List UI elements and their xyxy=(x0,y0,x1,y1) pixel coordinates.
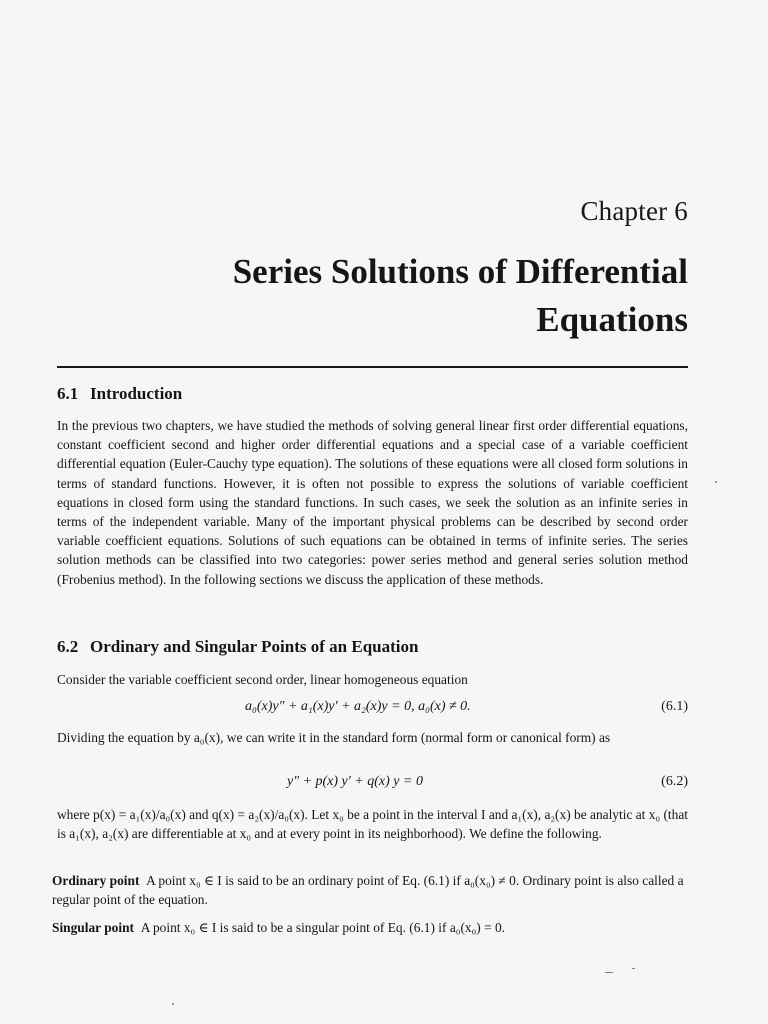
scan-speck xyxy=(172,1003,174,1005)
definitions-paragraph: where p(x) = a₁(x)/a₀(x) and q(x) = a₂(x)/a₀(x). Let x₀ be a point in the interval I and a₁(x), a₂(x) be analytic at x₀ (that is a₁(x), a₂(x) are differentiable at x₀ and at every point in its neighborhood). We define the following. xyxy=(57,807,688,842)
section-title: Ordinary and Singular Points of an Equation xyxy=(90,637,419,656)
chapter-label: Chapter 6 xyxy=(580,196,688,226)
section-title: Introduction xyxy=(90,384,183,403)
term-singular-point: Singular point xyxy=(52,920,134,935)
section-number: 6.1 xyxy=(57,384,79,403)
section-number: 6.2 xyxy=(57,637,79,656)
equation-body: a₀(x)y″ + a₁(x)y′ + a₂(x)y = 0, a₀(x) ≠ 0. xyxy=(245,699,471,714)
section-heading-introduction xyxy=(57,384,182,404)
introduction-paragraph: In the previous two chapters, we have studied the methods of solving general linear first order differential equations, constant coefficient second and higher order differential equations and a special case of a variable coefficient differential equation (Euler-Cauchy type equation). The solutions of these equations were all closed form solutions in terms of standard functions. However, it is often not possible to express the solutions of variable coefficient equations in closed form using the standard functions. In such cases, we seek the solution as an infinite series in terms of the independent variable. Many of the important physical problems can be described by second order variable coefficient equations. Solutions of such equations can be obtained in terms of infinite series. The series solution methods can be classified into two categories: power series method and general series solution method (Frobenius method). In the following sections we discuss the application of these methods. xyxy=(57,418,688,587)
singular-point-definition xyxy=(52,918,688,937)
scan-speck xyxy=(605,972,613,973)
standard-form-paragraph: Dividing the equation by a₀(x), we can write it in the standard form (normal form or canonical form) as xyxy=(57,730,611,745)
equation-label: (6.1) xyxy=(661,699,688,714)
equation-label: (6.2) xyxy=(661,774,688,789)
scan-speck xyxy=(632,968,635,969)
section-intro-paragraph: Consider the variable coefficient second order, linear homogeneous equation xyxy=(57,672,468,687)
singular-point-text: A point x₀ ∈ I is said to be a singular point of Eq. (6.1) if a₀(x₀) = 0. xyxy=(140,920,506,935)
equation-body: y″ + p(x) y′ + q(x) y = 0 xyxy=(287,774,423,789)
ordinary-point-text: A point x₀ ∈ I is said to be an ordinary point of Eq. (6.1) if a₀(x₀) ≠ 0. Ordinary point is also called a regular point of the equation. xyxy=(52,873,684,908)
chapter-title: Series Solutions of Differential Equations xyxy=(232,252,688,339)
chapter-divider xyxy=(57,366,688,368)
term-ordinary-point: Ordinary point xyxy=(52,873,140,888)
ordinary-point-definition xyxy=(52,871,688,909)
scan-speck xyxy=(715,481,717,483)
section-heading-ordinary-singular xyxy=(57,637,418,657)
